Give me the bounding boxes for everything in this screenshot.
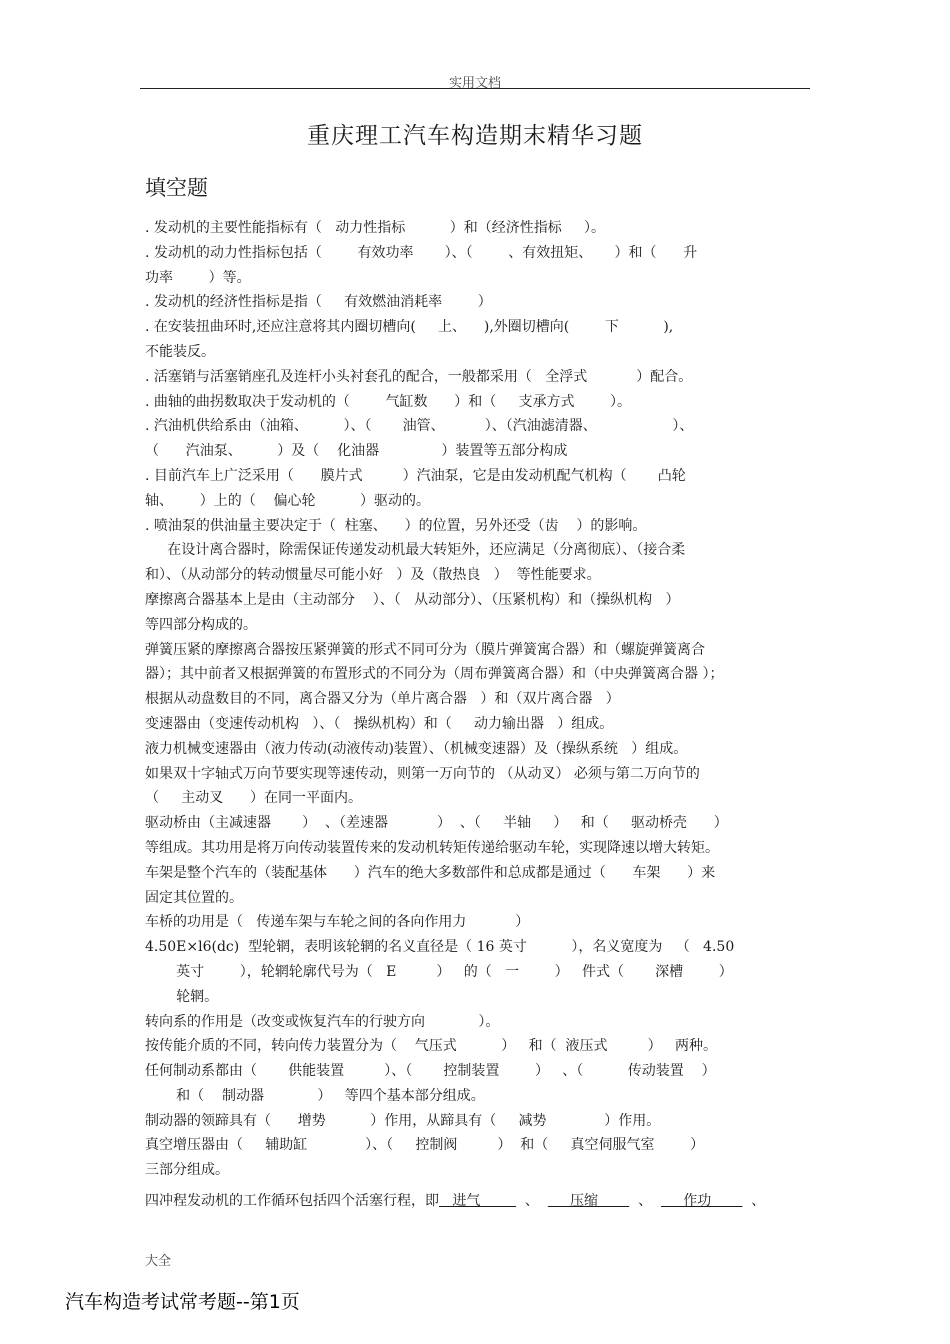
text-line: 液力机械变速器由（液力传动(动液传动)装置）、（机械变速器）及（操纵系统 ）组成。 [145, 740, 688, 757]
text-line: 根据从动盘数目的不同，离合器又分为（单片离合器 ）和（双片离合器 ） [145, 691, 620, 708]
text-line: 任何制动系都由（ 供能装置 ）、（ 控制装置 ） 、（ 传动装置 ） [145, 1063, 716, 1080]
answer-blank-intake: 进气 [439, 1193, 516, 1210]
text-line: . 发动机的经济性指标是指（ 有效燃油消耗率 ） [145, 294, 492, 311]
text-line: 如果双十字轴式万向节要实现等速传动，则第一万向节的 （从动叉） 必须与第二万向节的 [145, 765, 700, 782]
text-line: 摩擦离合器基本上是由（主动部分 ）、（ 从动部分）、（压紧机构）和（操纵机构 ） [145, 591, 680, 608]
text-line: . 在安装扭曲环时,还应注意将其内圈切槽向( 上、 ),外圈切槽向( 下 ), [145, 319, 674, 336]
line-tail: 、 [742, 1193, 766, 1210]
line-prefix: 四冲程发动机的工作循环包括四个活塞行程，即 [145, 1193, 439, 1210]
text-line: 制动器的领蹄具有（ 增势 ）作用，从蹄具有（ 减势 ）作用。 [145, 1112, 661, 1129]
text-line: 车架是整个汽车的（装配基体 ）汽车的绝大多数部件和总成都是通过（ 车架 ）来 [145, 864, 716, 881]
text-line: 和（ 制动器 ） 等四个基本部分组成。 [145, 1087, 485, 1104]
answer-blank-power: 作功 [660, 1193, 743, 1210]
text-line: 英寸 ），轮辋轮廓代号为（ E ） 的（ 一 ） 件式（ 深槽 ） [145, 963, 733, 980]
section-heading: 填空题 [145, 176, 208, 200]
text-line: . 喷油泵的供油量主要决定于（ 柱塞、 ）的位置，另外还受（齿 ）的影响。 [145, 517, 647, 534]
separator: 、 [629, 1193, 661, 1210]
text-line: 固定其位置的。 [145, 889, 243, 906]
document-body [145, 216, 810, 1214]
text-line: . 目前汽车上广泛采用（ 膜片式 ）汽油泵，它是由发动机配气机构（ 凸轮 [145, 467, 686, 484]
text-line: 车桥的功用是（ 传递车架与车轮之间的各向作用力 ） [145, 914, 530, 931]
text-line: . 活塞销与活塞销座孔及连杆小头衬套孔的配合，一般都采用（ 全浮式 ）配合。 [145, 368, 693, 385]
text-line: 轴、 ）上的（ 偏心轮 ）驱动的。 [145, 492, 431, 509]
text-line: （ 主动叉 ）在同一平面内。 [145, 790, 362, 807]
last-text-line [145, 1189, 810, 1214]
header-divider [140, 88, 810, 89]
text-line: 真空增压器由（ 辅助缸 ）、（ 控制阀 ） 和（ 真空伺服气室 ） [145, 1137, 705, 1154]
text-line: 弹簧压紧的摩擦离合器按压紧弹簧的形式不同可分为（膜片弹簧寓合器）和（螺旋弹簧离合 [145, 641, 705, 658]
document-title: 重庆理工汽车构造期末精华习题 [307, 123, 643, 149]
text-line: 4.50E×l6(dc) 型轮辋，表明该轮辋的名义直径是（ 16 英寸 ），名义宽度为 （ 4.50 [145, 939, 735, 956]
page-header: 实用文档 [448, 76, 501, 91]
text-line: . 发动机的动力性指标包括（ 有效功率 ）、（ 、有效扭矩、 ）和（ 升 [145, 244, 698, 261]
text-line: 轮辋。 [145, 988, 219, 1005]
text-line: 功率 ）等。 [145, 269, 251, 286]
text-line: 不能装反。 [145, 343, 215, 360]
text-line: . 发动机的主要性能指标有（ 动力性指标 ）和（经济性指标 ）。 [145, 220, 606, 236]
text-line: 驱动桥由（主减速器 ） 、（差速器 ） 、（ 半轴 ） 和（ 驱动桥壳 ） [145, 815, 728, 832]
text-line: 按传能介质的不同，转向传力装置分为（ 气压式 ） 和（ 液压式 ） 两种。 [145, 1038, 717, 1055]
page-footer: 大全 [145, 1254, 172, 1269]
text-line: 转向系的作用是（改变或恢复汽车的行驶方向 ）。 [145, 1013, 500, 1030]
answer-blank-compression: 压缩 [547, 1193, 630, 1210]
text-line: 器）；其中前者又根据弹簧的布置形式的不同分为（周布弹簧离合器）和（中央弹簧离合器 ）； [145, 666, 724, 683]
text-line: 三部分组成。 [145, 1162, 229, 1179]
text-line: 和）、（从动部分的转动惯量尽可能小好 ）及（散热良 ） 等性能要求。 [145, 567, 601, 584]
text-line: 等组成。其功用是将万向传动装置传来的发动机转矩传递给驱动车轮，实现降速以增大转矩。 [145, 839, 719, 856]
text-line: 变速器由（变速传动机构 ）、（ 操纵机构）和（ 动力输出器 ）组成。 [145, 715, 614, 732]
text-line: . 曲轴的曲拐数取决于发动机的（ 气缸数 ）和（ 支承方式 ）。 [145, 393, 632, 410]
text-line: 在设计离合器时，除需保证传递发动机最大转矩外，还应满足（分离彻底）、（接合柔 [145, 542, 686, 559]
text-line: 等四部分构成的。 [145, 616, 257, 633]
page-caption: 汽车构造考试常考题--第1页 [65, 1291, 300, 1313]
text-line: （ 汽油泵、 ）及（ 化油器 ）装置等五部分构成 [145, 443, 568, 460]
separator: 、 [515, 1193, 548, 1210]
text-line: . 汽油机供给系由（油箱、 ）、（ 油管、 ）、（汽油滤清器、 ）、 [145, 418, 694, 435]
